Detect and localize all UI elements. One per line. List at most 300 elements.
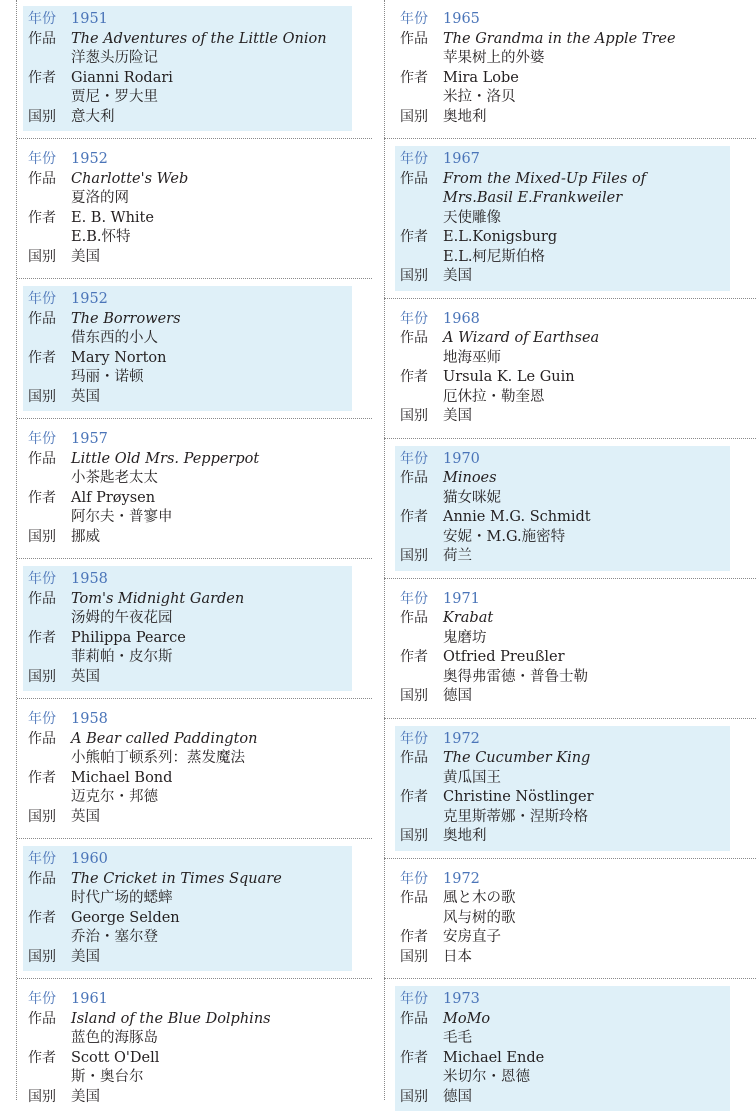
country-label: 国别 — [400, 688, 428, 704]
author-name: Mira Lobe — [443, 69, 519, 86]
country-label: 国别 — [400, 1088, 428, 1105]
title-original: Krabat — [443, 610, 494, 626]
field-label — [23, 189, 71, 209]
country-row — [23, 948, 352, 968]
year-label: 年份 — [400, 590, 428, 607]
title-original: The Cucumber King — [443, 750, 591, 766]
author-row — [23, 508, 352, 528]
year-label: 年份 — [400, 151, 428, 167]
author-row — [395, 228, 730, 248]
author-label — [23, 648, 71, 668]
country-label: 国别 — [400, 268, 428, 284]
entry-gap — [384, 139, 756, 146]
title-cn-row — [23, 609, 352, 629]
title-row — [23, 310, 352, 330]
entry-gap — [0, 839, 372, 846]
entry-gap — [384, 131, 756, 138]
field-label — [395, 49, 443, 69]
author-label — [23, 788, 71, 808]
year-value: 1957 — [71, 431, 108, 447]
year-label: 年份 — [28, 711, 56, 727]
title-cn-row — [23, 889, 352, 909]
year-value: 1972 — [443, 870, 480, 887]
title-original: The Grandma in the Apple Tree — [443, 30, 676, 47]
field-label — [395, 209, 443, 229]
year-row — [23, 710, 352, 730]
country-row — [23, 388, 352, 408]
year-row — [395, 990, 730, 1010]
country-label: 国别 — [28, 108, 56, 125]
author-label — [395, 1068, 443, 1088]
author-name: Philippa Pearce — [71, 629, 186, 646]
country-value: 荷兰 — [443, 548, 472, 564]
author-name: E.B.怀特 — [71, 229, 131, 245]
work-label: 作品 — [28, 1010, 56, 1027]
field-label — [395, 489, 443, 509]
title-original: Tom's Midnight Garden — [71, 590, 245, 607]
author-name: 菲莉帕・皮尔斯 — [71, 649, 173, 665]
year-value: 1951 — [71, 11, 108, 27]
author-name: 米切尔・恩德 — [443, 1069, 530, 1085]
year-value: 1972 — [443, 730, 480, 747]
work-label: 作品 — [28, 170, 56, 187]
author-name: Scott O'Dell — [71, 1049, 160, 1066]
author-name: 迈克尔・邦德 — [71, 789, 158, 805]
field-label — [395, 349, 443, 369]
field-label — [395, 629, 443, 649]
title-chinese: 汤姆的午夜花园 — [71, 610, 173, 626]
year-row — [23, 990, 352, 1010]
author-name: Mary Norton — [71, 349, 167, 366]
author-label — [395, 88, 443, 108]
year-label: 年份 — [28, 431, 56, 447]
country-value: 日本 — [443, 948, 472, 965]
title-original: From the Mixed-Up Files of — [443, 170, 647, 187]
title-row — [23, 870, 352, 890]
author-row — [395, 928, 730, 948]
country-value: 英国 — [71, 668, 100, 685]
entry-gap — [384, 719, 756, 726]
country-value: 美国 — [443, 408, 472, 424]
title-original: MoMo — [443, 1010, 491, 1027]
entry-gap — [0, 979, 372, 986]
year-row — [395, 590, 730, 610]
entry-gap — [384, 979, 756, 986]
work-label: 作品 — [28, 590, 56, 607]
author-row — [23, 209, 352, 229]
country-value: 英国 — [71, 388, 100, 405]
author-row — [395, 248, 730, 268]
title-row — [395, 329, 730, 349]
country-row — [395, 547, 730, 567]
year-row — [23, 570, 352, 590]
year-row — [23, 290, 352, 310]
author-label: 作者 — [400, 369, 428, 385]
author-row — [395, 648, 730, 668]
year-row — [23, 430, 352, 450]
book-entry — [395, 986, 730, 1111]
year-value: 1971 — [443, 590, 480, 607]
year-row — [395, 310, 730, 330]
title-cn-row — [395, 909, 730, 929]
author-row — [23, 349, 352, 369]
year-label: 年份 — [28, 571, 56, 587]
year-row — [395, 150, 730, 170]
author-label — [395, 248, 443, 268]
author-label: 作者 — [400, 229, 428, 245]
country-row — [23, 668, 352, 688]
title-chinese: 夏洛的网 — [71, 190, 129, 206]
author-row — [23, 228, 352, 248]
author-row — [23, 769, 352, 789]
year-value: 1970 — [443, 450, 480, 467]
author-row — [395, 368, 730, 388]
title-chinese: 洋葱头历险记 — [71, 50, 158, 66]
author-label — [395, 528, 443, 548]
work-label: 作品 — [28, 450, 56, 467]
entry-gap — [0, 411, 372, 418]
author-row — [395, 808, 730, 828]
author-row — [395, 388, 730, 408]
field-label — [23, 749, 71, 769]
title-original: Mrs.Basil E.Frankweiler — [443, 190, 623, 206]
title-cn-row — [23, 1029, 352, 1049]
author-label: 作者 — [400, 1049, 428, 1066]
country-value: 美国 — [71, 948, 100, 965]
country-label: 国别 — [400, 948, 428, 965]
title-chinese: 猫女咪妮 — [443, 489, 501, 506]
title-cn-row — [395, 489, 730, 509]
country-label: 国别 — [400, 108, 428, 125]
author-name: 玛丽・诺顿 — [71, 369, 144, 385]
year-value: 1973 — [443, 991, 480, 1007]
author-label: 作者 — [28, 349, 56, 366]
author-row — [23, 788, 352, 808]
title-row — [23, 30, 352, 50]
book-entry — [23, 986, 352, 1111]
author-name: E.L.柯尼斯伯格 — [443, 248, 545, 265]
year-label: 年份 — [400, 730, 428, 747]
author-row — [23, 648, 352, 668]
author-row — [395, 508, 730, 528]
title-original: A Wizard of Earthsea — [443, 330, 600, 346]
author-name: Annie M.G. Schmidt — [443, 509, 591, 525]
book-entry — [23, 566, 352, 691]
title-cn-row — [23, 49, 352, 69]
country-value: 美国 — [443, 268, 472, 284]
author-label — [23, 228, 71, 248]
country-label: 国别 — [28, 808, 56, 825]
year-value: 1958 — [71, 711, 108, 727]
country-value: 奥地利 — [443, 828, 487, 844]
author-label: 作者 — [28, 909, 56, 926]
entry-gap — [0, 279, 372, 286]
title-original: The Adventures of the Little Onion — [71, 30, 327, 47]
year-row — [395, 730, 730, 750]
entry-gap — [384, 859, 756, 866]
field-label — [395, 909, 443, 929]
field-label — [23, 469, 71, 489]
work-label: 作品 — [400, 170, 428, 187]
author-name: 安妮・M.G.施密特 — [443, 528, 566, 545]
country-label: 国别 — [28, 1088, 56, 1105]
author-name: 阿尔夫・普寥申 — [71, 509, 173, 525]
author-label: 作者 — [28, 489, 56, 506]
title-chinese: 苹果树上的外婆 — [443, 50, 545, 66]
title-chinese: 小茶匙老太太 — [71, 470, 158, 486]
country-value: 美国 — [71, 248, 100, 265]
year-label: 年份 — [400, 870, 428, 887]
entry-gap — [0, 971, 372, 978]
title-chinese: 小熊帕丁顿系列：蒸发魔法 — [71, 750, 245, 766]
entry-gap — [384, 571, 756, 578]
year-label: 年份 — [28, 151, 56, 167]
country-row — [23, 248, 352, 268]
title-original: A Bear called Paddington — [71, 730, 258, 747]
country-label: 国别 — [28, 528, 56, 545]
year-value: 1958 — [71, 571, 108, 587]
country-row — [23, 108, 352, 128]
title-row — [395, 30, 730, 50]
country-value: 英国 — [71, 808, 100, 825]
author-name: 安房直子 — [443, 929, 501, 945]
entry-gap — [0, 419, 372, 426]
author-label — [395, 388, 443, 408]
title-row — [23, 1010, 352, 1030]
author-name: 克里斯蒂娜・涅斯玲格 — [443, 808, 588, 825]
author-label: 作者 — [28, 209, 56, 226]
year-value: 1965 — [443, 11, 480, 27]
title-cn-row — [23, 469, 352, 489]
title-chinese: 毛毛 — [443, 1030, 472, 1046]
country-value: 意大利 — [71, 108, 115, 125]
title-cn-row — [23, 189, 352, 209]
year-row — [395, 870, 730, 890]
country-label: 国别 — [400, 548, 428, 564]
year-row — [395, 450, 730, 470]
title-row — [395, 1010, 730, 1030]
author-label — [23, 368, 71, 388]
country-row — [395, 687, 730, 707]
author-row — [23, 909, 352, 929]
year-value: 1960 — [71, 851, 108, 867]
work-label — [395, 189, 443, 209]
field-label — [23, 49, 71, 69]
author-row — [395, 1068, 730, 1088]
title-chinese: 风与树的歌 — [443, 909, 516, 926]
book-entry — [395, 586, 730, 711]
work-label: 作品 — [400, 330, 428, 346]
book-entry — [395, 146, 730, 291]
year-row — [23, 850, 352, 870]
country-row — [395, 267, 730, 287]
author-row — [23, 928, 352, 948]
author-name: 厄休拉・勒奎恩 — [443, 388, 545, 405]
author-row — [395, 1049, 730, 1069]
work-label: 作品 — [400, 470, 428, 486]
entry-gap — [384, 851, 756, 858]
author-name: Ursula K. Le Guin — [443, 369, 575, 385]
country-label: 国别 — [28, 248, 56, 265]
country-row — [395, 948, 730, 968]
year-row — [23, 150, 352, 170]
country-row — [395, 407, 730, 427]
country-value: 美国 — [71, 1088, 100, 1105]
author-row — [23, 1049, 352, 1069]
author-row — [23, 1068, 352, 1088]
year-value: 1967 — [443, 151, 480, 167]
field-label — [23, 889, 71, 909]
entry-gap — [384, 431, 756, 438]
title-chinese: 地海巫师 — [443, 349, 501, 366]
title-original: Minoes — [443, 470, 497, 486]
country-row — [23, 528, 352, 548]
field-label — [23, 329, 71, 349]
entry-gap — [384, 291, 756, 298]
author-name: E. B. White — [71, 209, 154, 226]
author-row — [23, 629, 352, 649]
year-label: 年份 — [400, 310, 428, 327]
author-name: Otfried Preußler — [443, 649, 565, 665]
author-name: 斯・奥台尔 — [71, 1069, 144, 1085]
author-label: 作者 — [28, 1049, 56, 1066]
title-row — [395, 749, 730, 769]
work-label: 作品 — [400, 890, 428, 906]
country-label: 国别 — [28, 388, 56, 405]
title-original: The Borrowers — [71, 310, 181, 327]
author-name: Gianni Rodari — [71, 69, 173, 86]
year-label: 年份 — [28, 991, 56, 1007]
book-entry — [395, 866, 730, 972]
entry-gap — [0, 139, 372, 146]
year-label: 年份 — [28, 291, 56, 307]
author-row — [395, 788, 730, 808]
year-value: 1968 — [443, 310, 480, 327]
author-name: Christine Nöstlinger — [443, 789, 594, 805]
title-row — [395, 469, 730, 489]
author-row — [23, 88, 352, 108]
book-entry — [395, 306, 730, 431]
year-value: 1952 — [71, 151, 108, 167]
title-row — [395, 170, 730, 190]
author-name: 奥得弗雷德・普鲁士勒 — [443, 668, 588, 685]
author-name: 米拉・洛贝 — [443, 89, 516, 105]
author-name: Alf Prøysen — [71, 489, 156, 506]
title-cn-row — [395, 49, 730, 69]
title-row — [395, 189, 730, 209]
book-entry — [395, 726, 730, 851]
title-cn-row — [395, 349, 730, 369]
entry-gap — [384, 299, 756, 306]
author-row — [395, 88, 730, 108]
title-cn-row — [395, 1029, 730, 1049]
year-label: 年份 — [400, 11, 428, 27]
author-row — [23, 368, 352, 388]
title-chinese: 天使雕像 — [443, 209, 501, 226]
country-value: 奥地利 — [443, 108, 487, 125]
entry-gap — [384, 579, 756, 586]
author-label: 作者 — [400, 69, 428, 86]
country-row — [23, 808, 352, 828]
book-entry — [23, 706, 352, 831]
title-original: Charlotte's Web — [71, 170, 189, 187]
author-label: 作者 — [28, 769, 56, 786]
author-name: 贾尼・罗大里 — [71, 89, 158, 105]
work-label: 作品 — [28, 730, 56, 747]
work-label: 作品 — [400, 610, 428, 626]
author-name: Michael Ende — [443, 1049, 545, 1066]
country-value: 德国 — [443, 688, 472, 704]
title-row — [23, 450, 352, 470]
country-row — [395, 1088, 730, 1108]
author-name: George Selden — [71, 909, 180, 926]
title-cn-row — [395, 769, 730, 789]
author-label — [23, 88, 71, 108]
year-label: 年份 — [28, 851, 56, 867]
book-entry — [23, 146, 352, 271]
book-entry — [23, 286, 352, 411]
entry-gap — [384, 439, 756, 446]
author-label — [395, 808, 443, 828]
author-row — [23, 69, 352, 89]
work-label: 作品 — [28, 870, 56, 887]
title-row — [395, 609, 730, 629]
year-row — [395, 10, 730, 30]
entry-gap — [0, 551, 372, 558]
work-label: 作品 — [400, 1010, 428, 1027]
author-label: 作者 — [400, 789, 428, 805]
author-name: 乔治・塞尔登 — [71, 929, 158, 945]
author-label — [23, 928, 71, 948]
title-cn-row — [395, 629, 730, 649]
book-entry — [395, 446, 730, 571]
country-label: 国别 — [28, 948, 56, 965]
title-original: Island of the Blue Dolphins — [71, 1010, 271, 1027]
entry-gap — [0, 559, 372, 566]
title-cn-row — [23, 749, 352, 769]
work-label: 作品 — [400, 30, 428, 47]
book-entry — [23, 6, 352, 131]
country-row — [395, 827, 730, 847]
author-label: 作者 — [28, 69, 56, 86]
title-chinese: 时代广场的蟋蟀 — [71, 890, 173, 906]
author-name: Michael Bond — [71, 769, 173, 786]
author-label: 作者 — [400, 509, 428, 525]
title-row — [23, 170, 352, 190]
title-original: Little Old Mrs. Pepperpot — [71, 450, 260, 467]
entry-gap — [0, 699, 372, 706]
country-label: 国别 — [400, 828, 428, 844]
title-row — [395, 889, 730, 909]
book-entry — [23, 426, 352, 551]
book-entry — [395, 6, 730, 131]
country-row — [23, 1088, 352, 1108]
year-row — [23, 10, 352, 30]
country-row — [395, 108, 730, 128]
title-chinese: 蓝色的海豚岛 — [71, 1030, 158, 1046]
title-chinese: 黄瓜国王 — [443, 769, 501, 786]
field-label — [395, 1029, 443, 1049]
field-label — [23, 609, 71, 629]
year-label: 年份 — [28, 11, 56, 27]
country-value: 挪威 — [71, 528, 100, 545]
work-label: 作品 — [28, 30, 56, 47]
author-label: 作者 — [400, 929, 428, 945]
author-label — [23, 1068, 71, 1088]
year-value: 1952 — [71, 291, 108, 307]
country-label: 国别 — [28, 668, 56, 685]
author-name: E.L.Konigsburg — [443, 229, 558, 245]
